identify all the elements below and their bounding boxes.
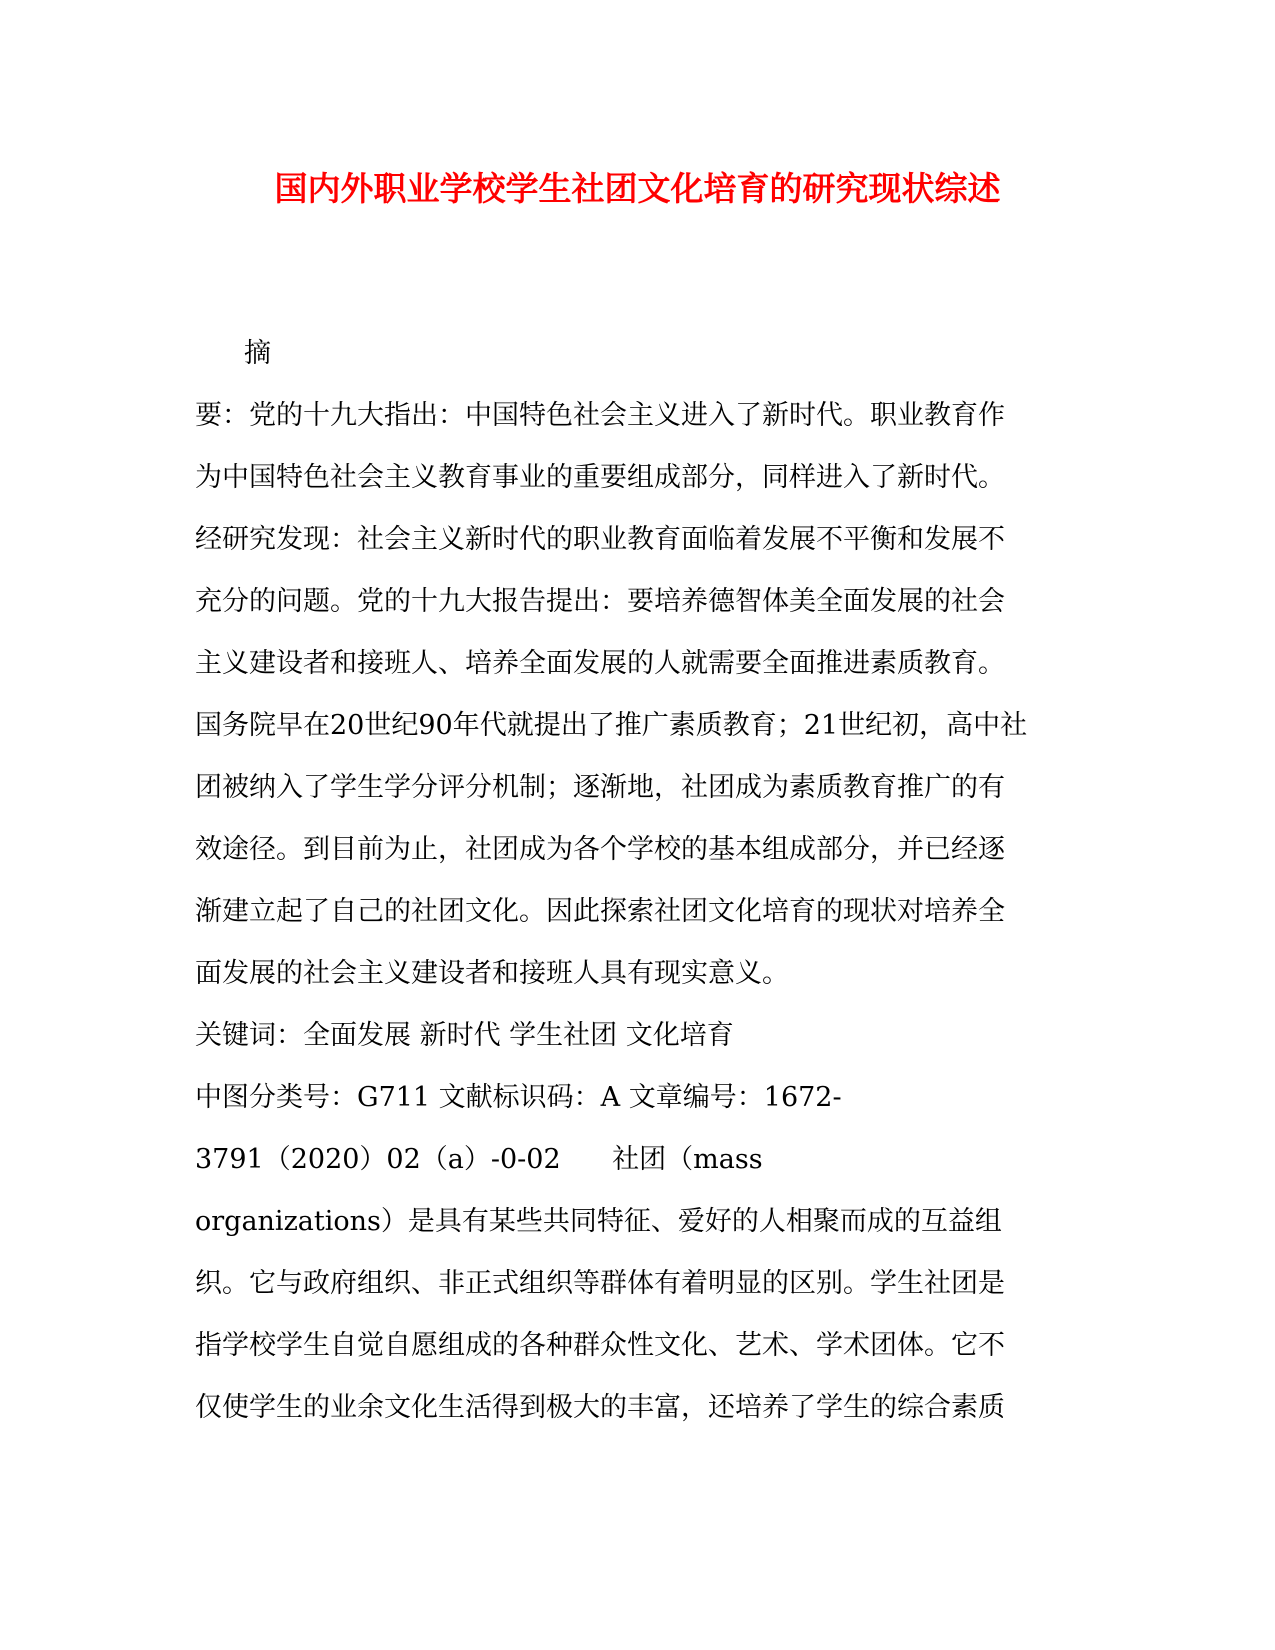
body-line-2: 为中国特色社会主义教育事业的重要组成部分，同样进入了新时代。 bbox=[195, 462, 1005, 493]
body-line-10: 面发展的社会主义建设者和接班人具有现实意义。 bbox=[195, 958, 789, 989]
body-line-3: 经研究发现：社会主义新时代的职业教育面临着发展不平衡和发展不 bbox=[195, 524, 1005, 555]
body-line-4: 充分的问题。党的十九大报告提出：要培养德智体美全面发展的社会 bbox=[195, 586, 1005, 617]
body-line-5: 主义建设者和接班人、培养全面发展的人就需要全面推进素质教育。 bbox=[195, 648, 1005, 679]
body-line-6: 国务院早在20世纪90年代就提出了推广素质教育；21世纪初，高中社 bbox=[195, 710, 1028, 741]
body-line-8: 效途径。到目前为止，社团成为各个学校的基本组成部分，并已经逐 bbox=[195, 834, 1005, 865]
body-line-7: 团被纳入了学生学分评分机制；逐渐地，社团成为素质教育推广的有 bbox=[195, 772, 1005, 803]
body-line-15: 织。它与政府组织、非正式组织等群体有着明显的区别。学生社团是 bbox=[195, 1268, 1005, 1299]
classification-line: 中图分类号：G711 文献标识码：A 文章编号：1672- bbox=[195, 1082, 842, 1113]
document-title: 国内外职业学校学生社团文化培育的研究现状综述 bbox=[274, 169, 1001, 208]
keywords-line: 关键词：全面发展 新时代 学生社团 文化培育 bbox=[195, 1020, 734, 1051]
body-line-9: 渐建立起了自己的社团文化。因此探索社团文化培育的现状对培养全 bbox=[195, 896, 1005, 927]
article-number-line: 3791（2020）02（a）-0-02 社团（mass bbox=[195, 1144, 763, 1175]
body-line-14: organizations）是具有某些共同特征、爱好的人相聚而成的互益组 bbox=[195, 1206, 1002, 1237]
body-line-16: 指学校学生自觉自愿组成的各种群众性文化、艺术、学术团体。它不 bbox=[195, 1330, 1005, 1361]
abstract-label-line: 摘 bbox=[244, 338, 271, 369]
body-line-17: 仅使学生的业余文化生活得到极大的丰富，还培养了学生的综合素质 bbox=[195, 1392, 1005, 1423]
body-line-1: 要：党的十九大指出：中国特色社会主义进入了新时代。职业教育作 bbox=[195, 400, 1005, 431]
